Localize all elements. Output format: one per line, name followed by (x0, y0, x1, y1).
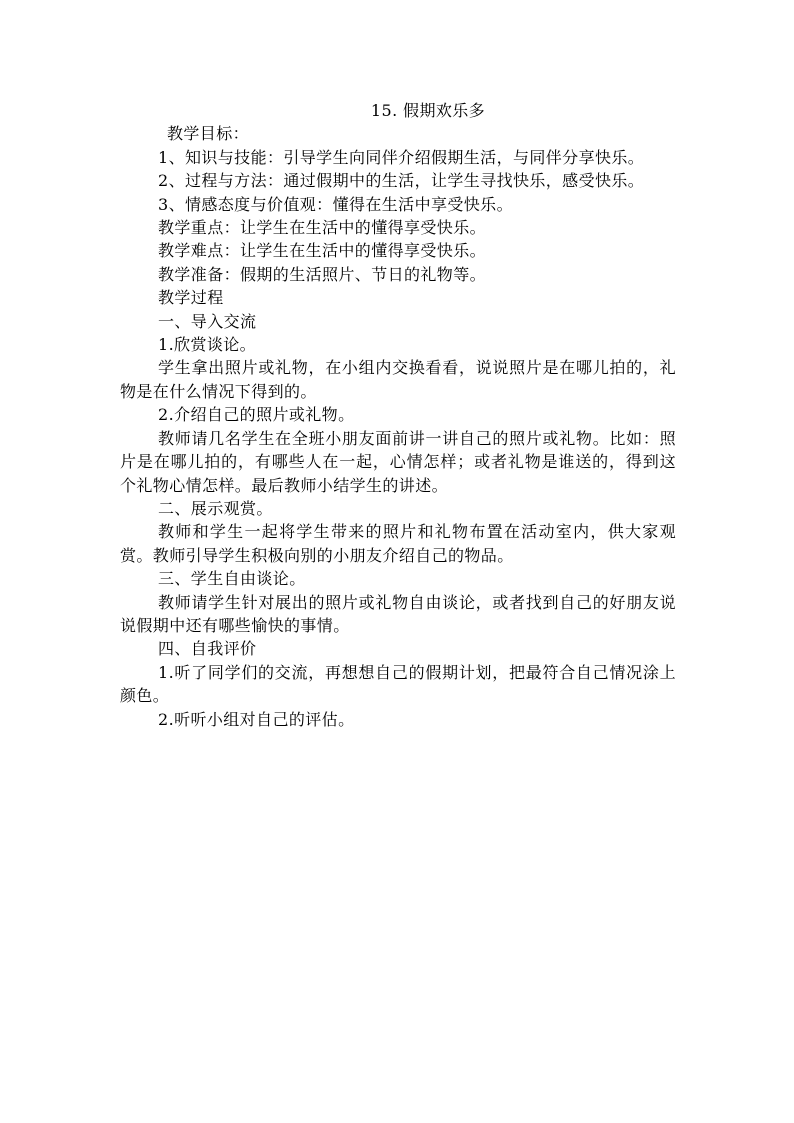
section-heading-self-evaluation: 四、自我评价 (158, 639, 257, 659)
paragraph-free-discussion: 教师请学生针对展出的照片或礼物自由谈论，或者找到自己的好朋友说说假期中还有哪些愉快的事情。 (120, 592, 676, 635)
paragraph-difficulties: 教学难点：让学生在生活中的懂得享受快乐。 (158, 241, 487, 261)
section-heading-process: 教学过程 (158, 288, 224, 308)
paragraph-teacher-invites: 教师请几名学生在全班小朋友面前讲一讲自己的照片或礼物。比如：照片是在哪儿拍的，有哪些人在一起，心情怎样；或者礼物是谁送的，得到这个礼物心情怎样。最后教师小结学生的讲述。 (120, 428, 676, 495)
objectives-heading: 教学目标： (167, 124, 250, 144)
document-body (120, 99, 676, 731)
paragraph-group-assessment: 2.听听小组对自己的评估。 (158, 709, 355, 729)
paragraph-color-plan: 1.听了同学们的交流，再想想自己的假期计划，把最符合自己情况涂上颜色。 (120, 662, 676, 706)
document-title: 15. 假期欢乐多 (370, 101, 486, 120)
paragraph-exchange-photos: 学生拿出照片或礼物，在小组内交换看看，说说照片是在哪儿拍的，礼物是在什么情况下得到的。 (120, 358, 676, 401)
paragraph-emotion-values: 3、情感态度与价值观：懂得在生活中享受快乐。 (158, 194, 513, 214)
paragraph-key-points: 教学重点：让学生在生活中的懂得享受快乐。 (158, 218, 487, 238)
paragraph-display-room: 教师和学生一起将学生带来的照片和礼物布置在活动室内，供大家观赏。教师引导学生积极向别的小朋友介绍自己的物品。 (120, 522, 676, 565)
paragraph-process-methods: 2、过程与方法：通过假期中的生活，让学生寻找快乐，感受快乐。 (158, 171, 645, 191)
paragraph-knowledge-skills: 1、知识与技能：引导学生向同伴介绍假期生活，与同伴分享快乐。 (158, 147, 645, 167)
section-heading-display: 二、展示观赏。 (158, 498, 273, 518)
section-heading-introduction: 一、导入交流 (158, 311, 257, 331)
subheading-appreciate: 1.欣赏谈论。 (158, 335, 257, 355)
subheading-introduce-photos: 2.介绍自己的照片或礼物。 (158, 405, 355, 425)
paragraph-preparation: 教学准备：假期的生活照片、节日的礼物等。 (158, 264, 487, 284)
section-heading-free-discussion: 三、学生自由谈论。 (158, 569, 306, 589)
